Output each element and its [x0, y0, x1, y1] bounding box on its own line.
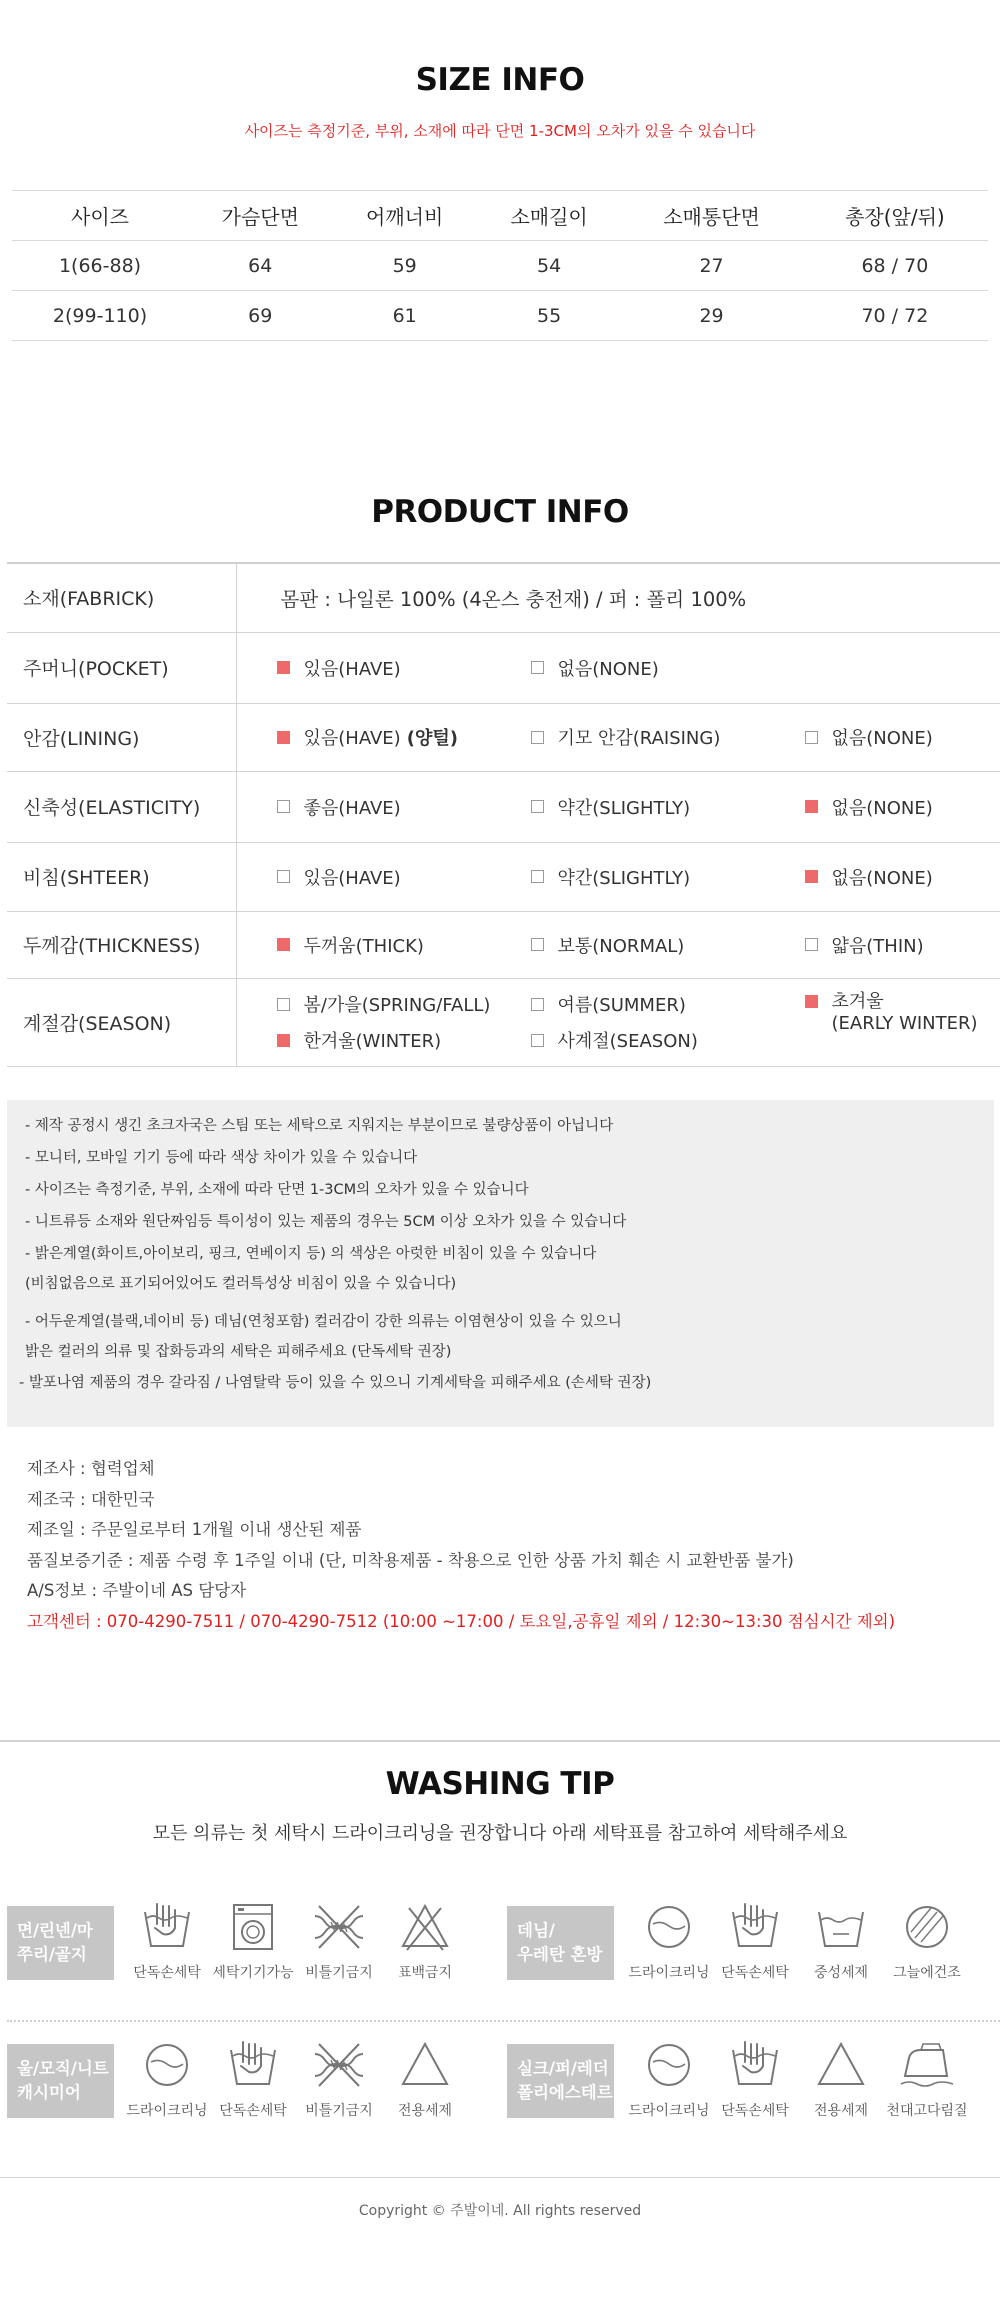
no-bleach-icon	[399, 1902, 451, 1952]
special-detergent-icon	[399, 2040, 451, 2090]
thickness-option-thick: 두꺼움(THICK)	[277, 932, 531, 958]
fabric-category-denim: 데님/ 우레탄 혼방	[507, 1906, 614, 1980]
sheer-label: 비침(SHTEER)	[7, 842, 236, 911]
checkbox-checked	[277, 1034, 290, 1047]
hand-wash-icon	[729, 1902, 781, 1952]
season-option-spring-fall: 봄/가을(SPRING/FALL)	[277, 991, 531, 1017]
washing-row	[7, 2044, 1000, 2154]
notice-line: - 모니터, 모바일 기기 등에 따라 색상 차이가 있을 수 있습니다	[25, 1150, 418, 1166]
season-option-early-winter: 초겨울 (EARLY WINTER)	[805, 991, 995, 1035]
as-info-text: A/S정보 : 주발이네 AS 담당자	[27, 1581, 247, 1600]
iron-over-cloth-icon	[899, 2040, 955, 2090]
washing-row	[7, 1906, 1000, 2016]
wash-item: 비틀기금지	[287, 2040, 391, 2120]
lining-option-raising: 기모 안감(RAISING)	[531, 724, 805, 750]
fabric-category-silk: 실크/퍼/레더 폴리에스테르	[507, 2044, 614, 2118]
dry-clean-icon	[643, 2040, 695, 2090]
lining-option-none: 없음(NONE)	[805, 724, 933, 750]
size-cell: 64	[188, 241, 332, 291]
table-row	[7, 563, 1000, 632]
elasticity-option-have: 좋음(HAVE)	[277, 794, 531, 820]
product-info-title: PRODUCT INFO	[371, 494, 629, 530]
wash-item: 드라이크리닝	[617, 2040, 721, 2120]
season-option-winter: 한겨울(WINTER)	[277, 1027, 531, 1053]
wash-item: 단독손세탁	[115, 1902, 219, 1982]
notice-line: 밝은 컬러의 의류 및 잡화등과의 세탁은 피해주세요 (단독세탁 권장)	[25, 1344, 452, 1360]
size-cell: 55	[477, 291, 621, 341]
size-header-cell: 어깨너비	[332, 191, 476, 241]
notice-line: - 니트류등 소재와 원단짜임등 특이성이 있는 제품의 경우는 5CM 이상 오차가 있을 수 있습니다	[25, 1214, 627, 1230]
wash-item: 단독손세탁	[703, 1902, 807, 1982]
season-label: 계절감(SEASON)	[7, 978, 236, 1066]
warranty-text: 품질보증기준 : 제품 수령 후 1주일 이내 (단, 미착용제품 - 착용으로 인한 상품 가치 훼손 시 교환반품 불가)	[27, 1550, 794, 1570]
wash-item: 전용세제	[373, 2040, 477, 2120]
thickness-option-normal: 보통(NORMAL)	[531, 932, 805, 958]
size-header-cell: 가슴단면	[188, 191, 332, 241]
table-row	[12, 291, 988, 341]
table-row	[7, 632, 1000, 703]
wash-item: 세탁기기가능	[201, 1902, 305, 1982]
hand-wash-icon	[227, 2040, 279, 2090]
checkbox-checked	[805, 995, 818, 1008]
size-info-note: 사이즈는 측정기준, 부위, 소재에 따라 단면 1-3CM의 오차가 있을 수 있습니다	[244, 122, 756, 140]
fabric-label: 소재(FABRICK)	[7, 563, 236, 632]
fabric-category-cotton: 면/린넨/마 쭈리/골지	[7, 1906, 114, 1980]
hand-wash-icon	[729, 2040, 781, 2090]
wash-item: 비틀기금지	[287, 1902, 391, 1982]
hand-wash-icon	[141, 1902, 193, 1952]
size-cell: 69	[188, 291, 332, 341]
manufacturer-info	[27, 1454, 895, 1637]
customer-center-text: 고객센터 : 070-4290-7511 / 070-4290-7512 (10:00 ~17:00 / 토요일,공휴일 제외 / 12:30~13:30 점심시간 제외)	[27, 1611, 896, 1631]
thickness-label: 두께감(THICKNESS)	[7, 911, 236, 978]
table-row	[12, 241, 988, 291]
checkbox-unchecked	[805, 938, 818, 951]
notice-line: - 발포나염 제품의 경우 갈라짐 / 나염탈락 등이 있을 수 있으니 기계세탁을 피해주세요 (손세탁 권장)	[19, 1375, 652, 1391]
wash-item: 단독손세탁	[201, 2040, 305, 2120]
pocket-label: 주머니(POCKET)	[7, 632, 236, 703]
checkbox-unchecked	[531, 870, 544, 883]
sheer-option-slightly: 약간(SLIGHTLY)	[531, 864, 805, 890]
notice-box	[7, 1100, 994, 1427]
table-row	[7, 771, 1000, 842]
washing-tip-subtitle: 모든 의류는 첫 세탁시 드라이크리닝을 권장합니다 아래 세탁표를 참고하여 세탁해주세요	[152, 1823, 848, 1844]
size-cell: 70 / 72	[802, 291, 988, 341]
elasticity-option-slightly: 약간(SLIGHTLY)	[531, 794, 805, 820]
washing-machine-icon	[227, 1902, 279, 1952]
product-info-table	[7, 562, 1000, 1067]
sheer-option-none: 없음(NONE)	[805, 864, 933, 890]
checkbox-checked	[805, 800, 818, 813]
table-row	[7, 842, 1000, 911]
size-cell: 1(66-88)	[12, 241, 188, 291]
washing-tip-title: WASHING TIP	[385, 1766, 615, 1802]
size-header-cell: 사이즈	[12, 191, 188, 241]
checkbox-unchecked	[531, 1034, 544, 1047]
elasticity-label: 신축성(ELASTICITY)	[7, 771, 236, 842]
copyright-text: Copyright © 주발이네. All rights reserved	[358, 2203, 642, 2219]
checkbox-checked	[277, 731, 290, 744]
lining-option-have: 있음(HAVE) (양털)	[277, 724, 531, 750]
size-cell: 59	[332, 241, 476, 291]
notice-line: - 어두운계열(블랙,네이비 등) 데님(연청포함) 컬러감이 강한 의류는 이염현상이 있을 수 있으니	[25, 1314, 622, 1330]
no-wring-icon	[311, 2040, 367, 2090]
size-cell: 54	[477, 241, 621, 291]
dotted-divider	[7, 2020, 1000, 2022]
shade-dry-icon	[901, 1902, 953, 1952]
sheer-option-have: 있음(HAVE)	[277, 864, 531, 890]
checkbox-unchecked	[531, 938, 544, 951]
no-wring-icon	[311, 1902, 367, 1952]
lining-extra: (양털)	[406, 728, 458, 749]
checkbox-unchecked	[531, 661, 544, 674]
size-cell: 29	[621, 291, 802, 341]
maker-text: 제조사 : 협력업체	[27, 1459, 155, 1478]
size-cell: 2(99-110)	[12, 291, 188, 341]
pocket-option-none: 없음(NONE)	[531, 655, 659, 681]
size-table-header	[12, 191, 988, 241]
country-text: 제조국 : 대한민국	[27, 1489, 155, 1509]
notice-line: (비침없음으로 표기되어있어도 컬러특성상 비침이 있을 수 있습니다)	[25, 1276, 457, 1292]
manufacture-date-text: 제조일 : 주문일로부터 1개월 이내 생산된 제품	[27, 1520, 362, 1539]
table-row	[7, 978, 1000, 1066]
size-table	[12, 190, 988, 341]
thickness-option-thin: 얇음(THIN)	[805, 932, 924, 958]
dry-clean-icon	[643, 1902, 695, 1952]
notice-line: - 제작 공정시 생긴 초크자국은 스팀 또는 세탁으로 지워지는 부분이므로 불량상품이 아닙니다	[25, 1118, 614, 1134]
table-row	[7, 703, 1000, 771]
checkbox-checked	[277, 938, 290, 951]
wash-item: 표백금지	[373, 1902, 477, 1982]
neutral-detergent-icon	[815, 1902, 867, 1952]
footer-divider	[0, 2177, 1000, 2178]
wash-item: 드라이크리닝	[617, 1902, 721, 1982]
lining-label: 안감(LINING)	[7, 703, 236, 771]
wash-item: 그늘에건조	[875, 1902, 979, 1982]
size-header-cell: 총장(앞/뒤)	[802, 191, 988, 241]
fabric-category-wool: 울/모직/니트 캐시미어	[7, 2044, 114, 2118]
table-row	[7, 911, 1000, 978]
checkbox-unchecked	[805, 731, 818, 744]
size-info-title: SIZE INFO	[415, 62, 585, 98]
checkbox-unchecked	[531, 998, 544, 1011]
elasticity-option-none: 없음(NONE)	[805, 794, 933, 820]
size-cell: 27	[621, 241, 802, 291]
wash-item: 중성세제	[789, 1902, 893, 1982]
wash-item: 단독손세탁	[703, 2040, 807, 2120]
notice-line: - 밝은계열(화이트,아이보리, 핑크, 연베이지 등) 의 색상은 아럿한 비침이 있을 수 있습니다	[25, 1246, 597, 1262]
wash-item: 드라이크리닝	[115, 2040, 219, 2120]
pocket-option-have: 있음(HAVE)	[277, 655, 531, 681]
fabric-value: 몸판 : 나일론 100% (4온스 충전재) / 퍼 : 폴리 100%	[236, 563, 1000, 632]
wash-item: 천대고다림질	[875, 2040, 979, 2120]
checkbox-unchecked	[277, 800, 290, 813]
checkbox-unchecked	[531, 731, 544, 744]
special-detergent-icon	[815, 2040, 867, 2090]
season-option-summer: 여름(SUMMER)	[531, 991, 805, 1017]
section-divider	[0, 1740, 1000, 1742]
checkbox-checked	[277, 661, 290, 674]
dry-clean-icon	[141, 2040, 193, 2090]
notice-line: - 사이즈는 측정기준, 부위, 소재에 따라 단면 1-3CM의 오차가 있을 수 있습니다	[25, 1182, 529, 1198]
checkbox-checked	[805, 870, 818, 883]
size-cell: 61	[332, 291, 476, 341]
size-header-cell: 소매길이	[477, 191, 621, 241]
size-header-cell: 소매통단면	[621, 191, 802, 241]
season-option-all-season: 사계절(SEASON)	[531, 1027, 805, 1053]
checkbox-unchecked	[531, 800, 544, 813]
checkbox-unchecked	[277, 870, 290, 883]
checkbox-unchecked	[277, 998, 290, 1011]
wash-item: 전용세제	[789, 2040, 893, 2120]
size-cell: 68 / 70	[802, 241, 988, 291]
